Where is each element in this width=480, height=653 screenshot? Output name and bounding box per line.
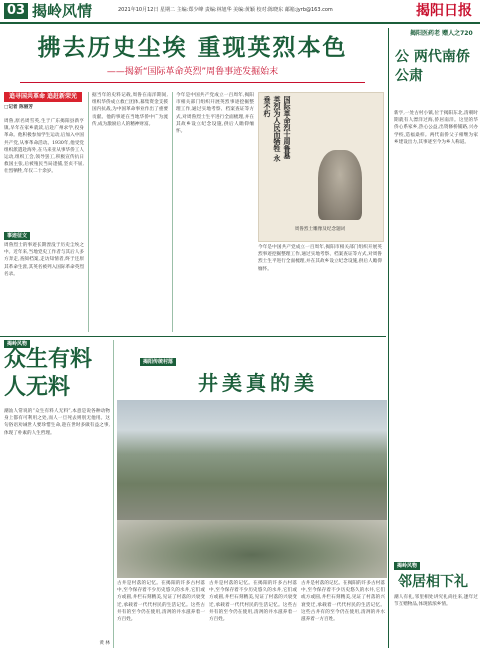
bust-statue-image bbox=[318, 150, 362, 220]
right-column-title: 公 两代南侨 公肃 bbox=[395, 49, 470, 84]
bottom-left-body: 潮汕人常说的“众生有料人无料”,本意是说各种动物身上都有可利用之处,而人一旦死去则别无他用。这句俗语劝诫世人要珍惜生命,趁在世时多做有益之事,体现了朴素的人生哲理。 bbox=[4, 409, 110, 436]
right-kicker: 揭阳医药老 赠人之720 bbox=[410, 30, 473, 37]
bottom-column-rule bbox=[113, 340, 114, 648]
headline-divider bbox=[20, 82, 365, 83]
right-bottom-body: 潮人有礼,邻里相处讲究礼尚往来,逢年过节互赠物品,体现浓浓乡情。 bbox=[394, 595, 478, 608]
photo-caption: 周鲁烈士雕像及纪念题词 bbox=[294, 227, 346, 232]
calligraphy-inscription: 国际革命烈士周鲁墓 英烈为人民而牺牲 永垂不朽 bbox=[263, 96, 292, 162]
main-subhead: ——揭新“国际革命英烈”周鲁事迹发掘始末 bbox=[106, 67, 279, 77]
right-bottom-tag: 揭岭风物 bbox=[394, 562, 420, 570]
column-rule bbox=[88, 92, 89, 332]
right-column-body: 新亨,一处古村小镇,位于揭阳东北,清朝时期就有人漂洋过海,侨居南洋。这里的华侨心系家乡,热心公益,出资修桥铺路,兴办学校,造福桑梓。两代南侨父子相继为家乡建设出力,其事迹至今为乡人称道。 bbox=[394, 111, 478, 145]
bottom-middle-kicker: 揭阳传统村落 bbox=[140, 358, 176, 366]
red-label-box: 追寻国共革命 追赶新荣光 bbox=[4, 92, 82, 102]
signature: 黄 林 bbox=[99, 641, 110, 646]
bottom-middle-body-3: 古井是村落的记忆。在揭阳的许多古村落中,至今保存着不少历史悠久的水井,它们或方或圆,井栏石刻精美,见证了村落的兴衰变迁,承载着一代代村民的生活记忆。这些古井有的至今仍在使用,清冽的井水滋养着一方百姓。 bbox=[301, 581, 385, 623]
bottom-middle-title: 井美真的美 bbox=[198, 371, 318, 395]
masthead-logo: 揭阳日报 bbox=[416, 3, 472, 19]
article-column-3: 今年是中国共产党成立一百周年,揭阳市相关部门组织开展英烈事迹挖掘整理工作,通过实地考察、档案查证等方式,对周鲁烈士生平进行全面梳理,并在其故乡设立纪念设施,供后人瞻仰缅怀。 bbox=[176, 93, 254, 135]
article-column-2: 据当年的史料记载,周鲁在南洋期间,组织华侨成立救亡团体,募集资金支援国内抗战,为中国革命事业作出了重要贡献。他的事迹在当地华侨中广为流传,成为激励后人的精神财富。 bbox=[92, 93, 168, 127]
bottom-middle-body-2: 古井是村落的记忆。在揭阳的许多古村落中,至今保存着不少历史悠久的水井,它们或方或圆,井栏石刻精美,见证了村落的兴衰变迁,承载着一代代村民的生活记忆。这些古井有的至今仍在使用,清冽的井水滋养着一方百姓。 bbox=[209, 581, 297, 623]
dateline: 2021年10月12日 星期二 主编:郑少峰 责编:林旭华 美编:黄颖 校对:陈晓东 邮箱:jyrb@163.com bbox=[118, 7, 333, 13]
bottom-left-title: 众生有料 人无料 bbox=[4, 347, 93, 400]
column-rule bbox=[172, 92, 173, 332]
village-photo bbox=[117, 400, 387, 520]
article-column-1: 周鲁,原名周雪英,生于广东揭阳县新亨镇,早年在家乡就读,后赴广州求学,投身革命。他积极参加学生运动,后加入中国共产党,从事革命活动。1930年,他受党组织派遣赴海外,在马来亚从事华侨工人运动,组织工会,领导罢工,积极宣传抗日救国主张,后被殖民当局逮捕,坚贞不屈,壮烈牺牲,年仅二十余岁。 bbox=[4, 119, 84, 175]
right-column-rule bbox=[388, 28, 389, 648]
page-number: 03 bbox=[4, 3, 28, 19]
section-tag: 事迹征文 bbox=[4, 232, 30, 240]
well-photo bbox=[117, 520, 387, 578]
article-column-1b: 周鲁烈士的事迹长期湮没于历史尘埃之中。近年来,当地党史工作者与其后人多方奔走,查阅档案,走访知情者,终于还原其革命生涯,其英名被列入国际革命英烈名录。 bbox=[4, 243, 84, 277]
section-title: 揭岭风情 bbox=[32, 2, 93, 20]
byline: □记者 陈丽芳 bbox=[4, 105, 33, 110]
right-bottom-title: 邻居相下礼 bbox=[398, 574, 468, 590]
main-headline: 拂去历史尘埃 重现英烈本色 bbox=[37, 35, 348, 61]
bottom-middle-body-1: 古井是村落的记忆。在揭阳的许多古村落中,至今保存着不少历史悠久的水井,它们或方或圆,井栏石刻精美,见证了村落的兴衰变迁,承载着一代代村民的生活记忆。这些古井有的至今仍在使用,清冽的井水滋养着一方百姓。 bbox=[117, 581, 205, 623]
article-column-4: 今年是中国共产党成立一百周年,揭阳市相关部门组织开展英烈事迹挖掘整理工作,通过实地考察、档案查证等方式,对周鲁烈士生平进行全面梳理,并在其故乡设立纪念设施,供后人瞻仰缅怀。 bbox=[258, 245, 382, 272]
section-divider bbox=[0, 336, 386, 337]
bottom-left-tag: 揭岭风物 bbox=[4, 340, 30, 348]
